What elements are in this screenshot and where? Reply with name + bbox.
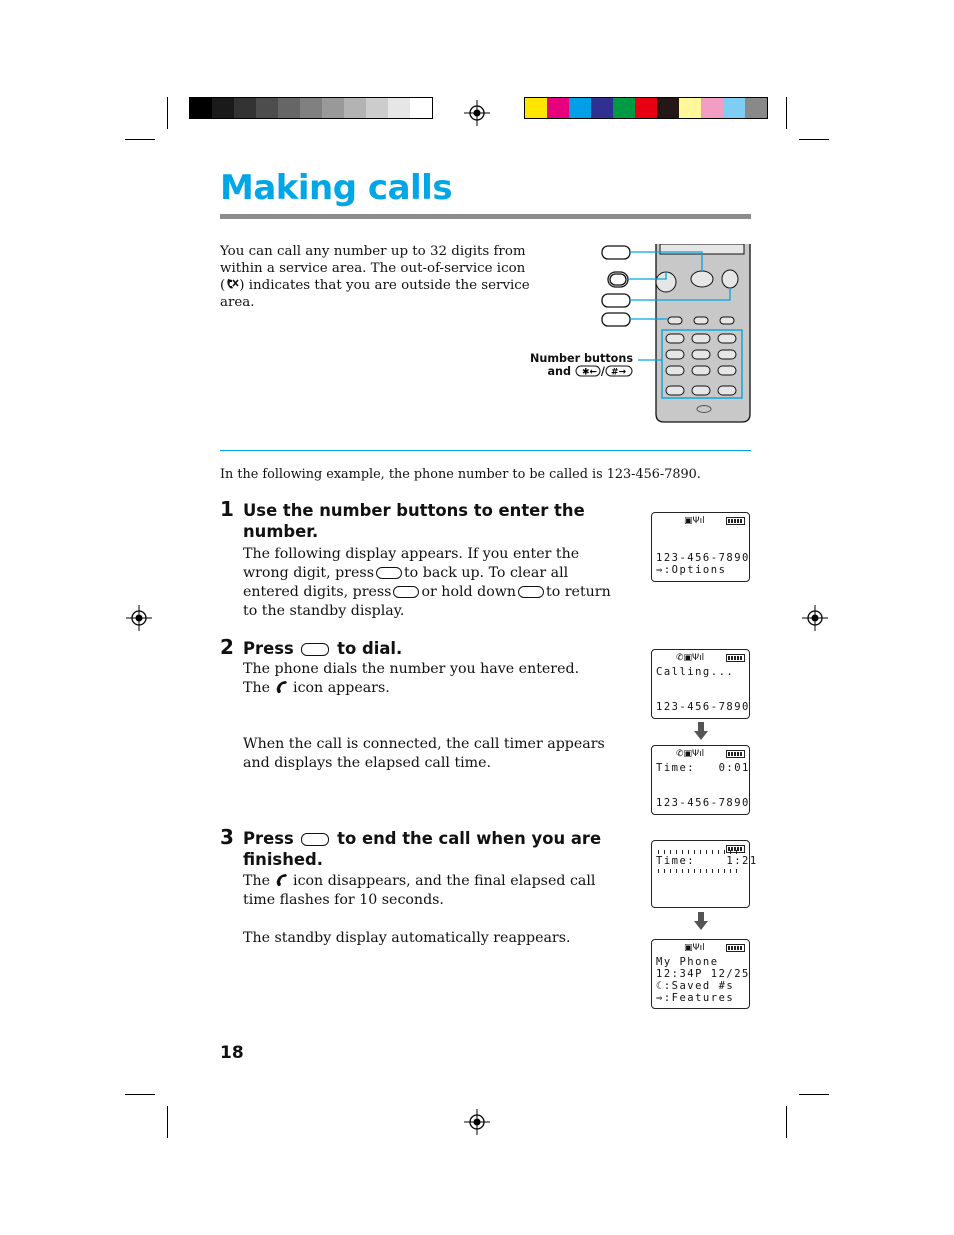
gray-color-bar [189, 97, 433, 119]
lcd-line: 123-456-7890 [656, 552, 750, 564]
talk-key-icon [301, 643, 329, 656]
color-swatch [569, 98, 591, 118]
signal-icon: ▣Ψıl [684, 516, 705, 526]
clear-key-icon [518, 586, 544, 598]
color-swatch [256, 98, 278, 118]
intro-paragraph [220, 243, 530, 311]
crop-mark [799, 1094, 829, 1095]
color-swatch [635, 98, 657, 118]
step-body: When the call is connected, the call timer appears and displays the elapsed call time. [243, 736, 605, 771]
step-heading: Press to end the call when you are finished. [243, 829, 602, 869]
arrow-down-icon [694, 912, 708, 930]
flash-marks [658, 869, 742, 873]
flash-marks [658, 850, 742, 854]
lcd-line: 12:34P 12/25 [656, 968, 750, 980]
battery-icon [726, 944, 745, 952]
color-swatch [591, 98, 613, 118]
color-swatch [613, 98, 635, 118]
example-text: In the following example, the phone number to be called is 123-456-7890. [220, 467, 701, 482]
step-body: The following display appears. If you enter the wrong digit, press to back up. To clear all entered digits, press or hold down to return to the standby display. [243, 546, 611, 619]
color-swatch [410, 98, 432, 118]
lcd-line: 123-456-7890 [656, 701, 750, 713]
step-heading: Press to dial. [243, 639, 403, 658]
color-swatch [723, 98, 745, 118]
phone-illustration [598, 244, 758, 424]
crop-mark [125, 1094, 155, 1095]
number-buttons-callout [520, 352, 633, 378]
color-swatch [547, 98, 569, 118]
arrow-icon: ⇒ [656, 564, 664, 576]
lcd-display-flashing-timer [651, 840, 758, 908]
end-key-icon [393, 586, 419, 598]
color-swatch [366, 98, 388, 118]
process-color-bar [524, 97, 768, 119]
end-key-icon [301, 833, 329, 846]
registration-mark-icon [464, 1109, 490, 1135]
callout-label-2: and ✱← / #→ [520, 365, 633, 378]
intro-text: You can call any number up to 32 digits from within a service area. The out-of-service icon ( [220, 244, 526, 293]
section-divider [220, 450, 751, 451]
registration-mark-icon [126, 605, 152, 631]
phonebook-icon: ☾ [656, 980, 664, 992]
color-swatch [701, 98, 723, 118]
step-body: The icon disappears, and the final elapsed call time flashes for 10 seconds. [243, 873, 596, 908]
crop-mark [786, 1106, 787, 1138]
step-body: The phone dials the number you have entered. The icon appears. [243, 661, 580, 696]
arrow-icon: ⇒ [656, 992, 664, 1004]
svg-text:✱←: ✱← [581, 367, 597, 377]
signal-icon: ▣Ψıl [684, 943, 705, 953]
color-swatch [525, 98, 547, 118]
lcd-line: My Phone [656, 956, 719, 968]
battery-icon [726, 654, 745, 662]
lcd-line: ⇒:Options [656, 564, 727, 576]
in-use-icon [275, 873, 289, 887]
battery-icon [726, 750, 745, 758]
crop-mark [786, 97, 787, 129]
crop-mark [125, 139, 155, 140]
color-swatch [278, 98, 300, 118]
color-swatch [344, 98, 366, 118]
lcd-display-calling [651, 649, 750, 719]
crop-mark [799, 139, 829, 140]
lcd-line: ☾:Saved #s [656, 980, 735, 992]
color-swatch [388, 98, 410, 118]
step-number: 3 [220, 825, 234, 849]
lcd-line: ⇒:Features [656, 992, 735, 1004]
lcd-display-timer [651, 745, 750, 815]
lcd-line: 123-456-7890 [656, 797, 750, 809]
step-heading: Use the number buttons to enter the number. [243, 501, 585, 541]
svg-text:#→: #→ [611, 367, 627, 377]
color-swatch [679, 98, 701, 118]
lcd-line: Calling... [656, 666, 735, 678]
intro-text-end: ) indicates that you are outside the service area. [220, 278, 530, 310]
page-number: 18 [220, 1043, 244, 1063]
lcd-line: Time: 0:01 [656, 762, 750, 774]
color-swatch [657, 98, 679, 118]
signal-icon: ✆▣Ψıl [676, 749, 705, 759]
in-use-icon [275, 680, 289, 694]
callout-label: Number buttons [530, 352, 633, 365]
arrow-down-icon [694, 722, 708, 740]
clear-key-icon [376, 567, 402, 579]
battery-icon [726, 517, 745, 525]
registration-mark-icon [464, 100, 490, 126]
star-key-icon [575, 365, 601, 377]
color-swatch [322, 98, 344, 118]
color-swatch [212, 98, 234, 118]
page-title: Making calls [220, 168, 453, 208]
out-of-service-icon [225, 277, 239, 291]
title-rule [220, 214, 751, 219]
step-body: The standby display automatically reappears. [243, 930, 571, 946]
step-number: 1 [220, 497, 234, 521]
pound-key-icon [605, 365, 633, 377]
color-swatch [234, 98, 256, 118]
color-swatch [190, 98, 212, 118]
color-swatch [300, 98, 322, 118]
signal-icon: ✆▣Ψıl [676, 653, 705, 663]
lcd-display-standby [651, 939, 750, 1009]
color-swatch [745, 98, 767, 118]
registration-mark-icon [802, 605, 828, 631]
crop-mark [167, 1106, 168, 1138]
lcd-display-number [651, 512, 750, 582]
crop-mark [167, 97, 168, 129]
lcd-line: Time: 1:21 [656, 855, 758, 867]
step-number: 2 [220, 635, 234, 659]
